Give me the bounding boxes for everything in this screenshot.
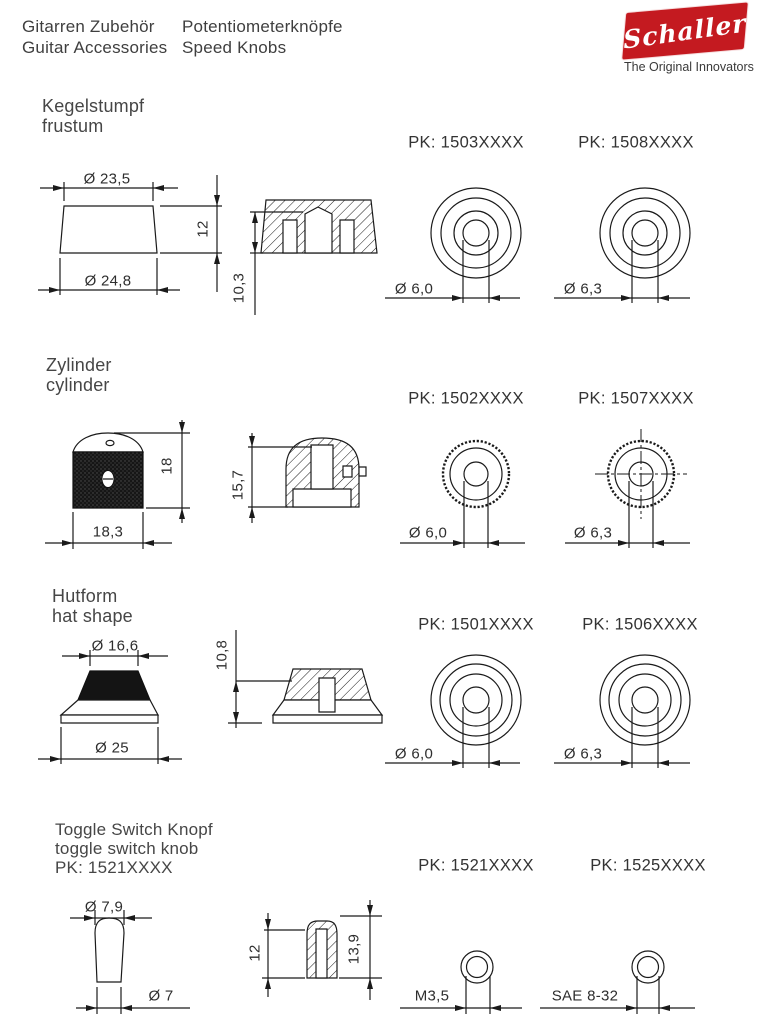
pk-code-1503: PK: 1503XXXX bbox=[408, 133, 524, 152]
dim-toggle-bottom-dia: Ø 7 bbox=[148, 987, 174, 1005]
pk-code-1521: PK: 1521XXXX bbox=[418, 856, 534, 875]
section-title-hat bbox=[52, 586, 133, 626]
section-title-de: Kegelstumpf bbox=[42, 96, 145, 116]
pk-code-1502: PK: 1502XXXX bbox=[408, 389, 524, 408]
section-title-en: cylinder bbox=[46, 375, 110, 395]
pk-code-1506: PK: 1506XXXX bbox=[582, 615, 698, 634]
dim-frustum-inner-depth: 10,3 bbox=[230, 272, 248, 304]
section-title-pk: PK: 1521XXXX bbox=[55, 858, 173, 877]
header-category-de: Gitarren Zubehör bbox=[22, 17, 155, 36]
dim-toggle-top-dia: Ø 7,9 bbox=[84, 898, 124, 916]
dim-thread-1521: M3,5 bbox=[414, 987, 450, 1005]
section-title-toggle bbox=[55, 820, 213, 877]
dim-cylinder-inner-depth: 15,7 bbox=[229, 469, 247, 501]
pk-code-1525: PK: 1525XXXX bbox=[590, 856, 706, 875]
dim-frustum-height: 12 bbox=[194, 220, 212, 238]
section-title-de: Zylinder bbox=[46, 355, 112, 375]
dim-hat-inner-depth: 10,8 bbox=[213, 639, 231, 671]
dim-bore-1506: Ø 6,3 bbox=[563, 745, 603, 763]
header-product-de: Potentiometerknöpfe bbox=[182, 17, 343, 36]
dim-toggle-total-height: 13,9 bbox=[345, 933, 363, 965]
hat-cross-section bbox=[228, 630, 382, 728]
frustum-cross-section bbox=[250, 200, 377, 315]
dim-hat-bottom-dia: Ø 25 bbox=[95, 739, 129, 757]
dim-cylinder-width: 18,3 bbox=[92, 523, 124, 541]
toggle-cross-section bbox=[262, 900, 382, 1000]
dim-frustum-bottom-dia: Ø 24,8 bbox=[84, 272, 132, 290]
dim-bore-1503: Ø 6,0 bbox=[394, 280, 434, 298]
section-title-cylinder bbox=[46, 355, 112, 395]
section-title-en: frustum bbox=[42, 116, 104, 136]
dim-bore-1508: Ø 6,3 bbox=[563, 280, 603, 298]
section-title-en: hat shape bbox=[52, 606, 133, 626]
toggle-bottom-view-1521 bbox=[400, 951, 522, 1014]
logo-tagline: The Original Innovators bbox=[624, 60, 754, 74]
pk-code-1501: PK: 1501XXXX bbox=[418, 615, 534, 634]
header-category-en: Guitar Accessories bbox=[22, 38, 168, 57]
toggle-bottom-view-1525 bbox=[540, 951, 695, 1014]
dim-bore-1507: Ø 6,3 bbox=[573, 524, 613, 542]
section-title-en: toggle switch knob bbox=[55, 839, 199, 858]
dim-bore-1501: Ø 6,0 bbox=[394, 745, 434, 763]
header-product-en: Speed Knobs bbox=[182, 38, 287, 57]
dim-frustum-top-dia: Ø 23,5 bbox=[83, 170, 131, 188]
section-title-de: Toggle Switch Knopf bbox=[55, 820, 213, 839]
dim-hat-top-dia: Ø 16,6 bbox=[91, 637, 139, 655]
pk-code-1507: PK: 1507XXXX bbox=[578, 389, 694, 408]
section-title-de: Hutform bbox=[52, 586, 118, 606]
dim-thread-1525: SAE 8-32 bbox=[551, 987, 619, 1005]
cylinder-cross-section bbox=[248, 433, 366, 523]
dim-toggle-height: 12 bbox=[246, 944, 264, 962]
section-title-frustum bbox=[42, 96, 144, 136]
dim-cylinder-height: 18 bbox=[158, 457, 176, 475]
schaller-logo-text: Schaller bbox=[622, 7, 748, 55]
dim-bore-1502: Ø 6,0 bbox=[408, 524, 448, 542]
pk-code-1508: PK: 1508XXXX bbox=[578, 133, 694, 152]
